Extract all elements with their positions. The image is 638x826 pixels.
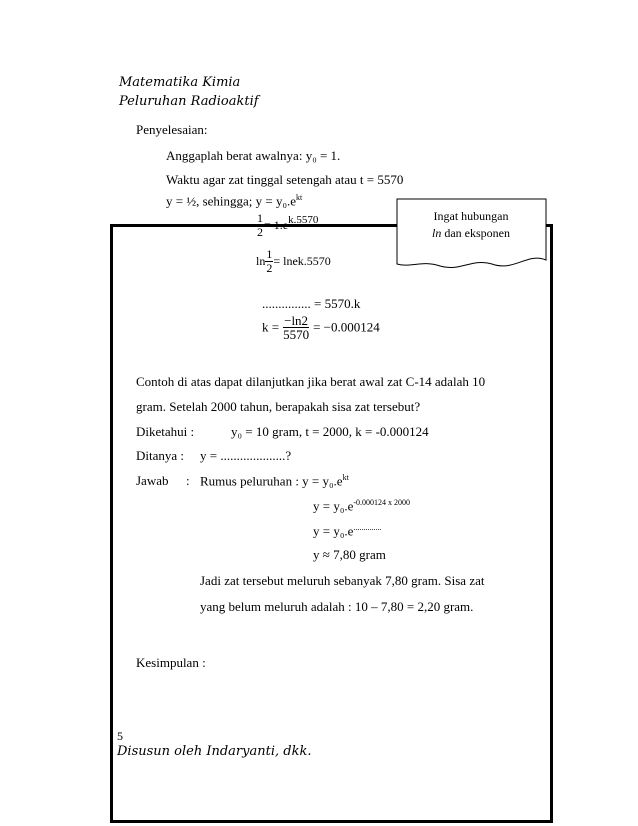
asked-label: Ditanya : <box>136 448 185 463</box>
equation-4-lhs: k = <box>262 319 280 335</box>
calc-step-3: y ≈ 7,80 gram <box>313 547 386 562</box>
equation-2-rhs: = lne <box>273 254 298 268</box>
equation-1-fraction: $\frac{1}{2}$ <box>257 211 263 239</box>
callout-line-1: Ingat hubungan <box>433 209 509 223</box>
step-3-text: y = ½, sehingga; y = y₀.e <box>166 193 297 209</box>
equation-4-fraction: $\frac{-\ln 2}{5570}$ <box>283 313 310 342</box>
equation-4 <box>262 314 380 341</box>
solution-heading: Penyelesaian: <box>136 122 208 137</box>
header-subject: Matematika Kimia <box>119 75 241 90</box>
answer-colon: : <box>186 473 190 488</box>
example-intro-line-1: Contoh di atas dapat dilanjutkan jika berat awal zat C-14 adalah 10 <box>136 374 486 389</box>
equation-1-exponent: k.5570 <box>288 213 319 226</box>
equation-2-ln: ln <box>256 254 266 268</box>
asked-value: y = ....................? <box>200 448 292 463</box>
callout-text <box>396 208 546 242</box>
example-intro-line-2: gram. Setelah 2000 tahun, berapakah sisa zat tersebut? <box>136 399 421 414</box>
known-label: Diketahui : <box>136 424 195 439</box>
equation-1-rhs: = 1.e <box>264 218 289 233</box>
equation-2-fraction: $\frac{1}{2}$ <box>266 247 273 275</box>
solution-step-3 <box>166 193 302 209</box>
conclusion-line-2: yang belum meluruh adalah : 10 – 7,80 = 2,20 gram. <box>200 599 474 614</box>
calc-step-1: $y = y_0.e^{-0.000124 x 2000}$ <box>313 498 411 514</box>
answer-label: Jawab <box>136 473 169 488</box>
calc-step-2: y = y₀.e.............. <box>313 523 382 539</box>
equation-1 <box>256 212 318 239</box>
solution-step-1: Anggaplah berat awalnya: y₀ = 1. <box>166 148 341 163</box>
equation-2 <box>256 248 331 275</box>
solution-step-2: Waktu agar zat tinggal setengah atau t = 5570 <box>166 172 404 187</box>
author-credit: Disusun oleh Indaryanti, dkk. <box>117 744 312 759</box>
known-value: y₀ = 10 gram, t = 2000, k = -0.000124 <box>231 424 429 439</box>
step-3-exponent: kt <box>296 193 303 202</box>
calc-step-1-exponent: -0.000124 x 2000 <box>353 498 411 507</box>
summary-heading: Kesimpulan : <box>136 655 206 670</box>
header-topic: Peluruhan Radioaktif <box>119 94 259 109</box>
calc-step-2-exponent: .............. <box>353 523 382 532</box>
callout-line-2: ln dan eksponen <box>432 226 510 240</box>
decay-formula-exponent: kt <box>342 473 349 482</box>
page-number: 5 <box>117 729 123 743</box>
conclusion-line-1: Jadi zat tersebut meluruh sebanyak 7,80 gram. Sisa zat <box>200 573 485 588</box>
equation-2-tail: k.5570 <box>297 254 331 268</box>
decay-formula: Rumus peluruhan : $y = y_0.e^{kt}$ <box>200 473 349 489</box>
equation-3: ............... = 5570.k <box>262 296 361 311</box>
equation-4-rhs: = −0.000124 <box>313 319 380 335</box>
